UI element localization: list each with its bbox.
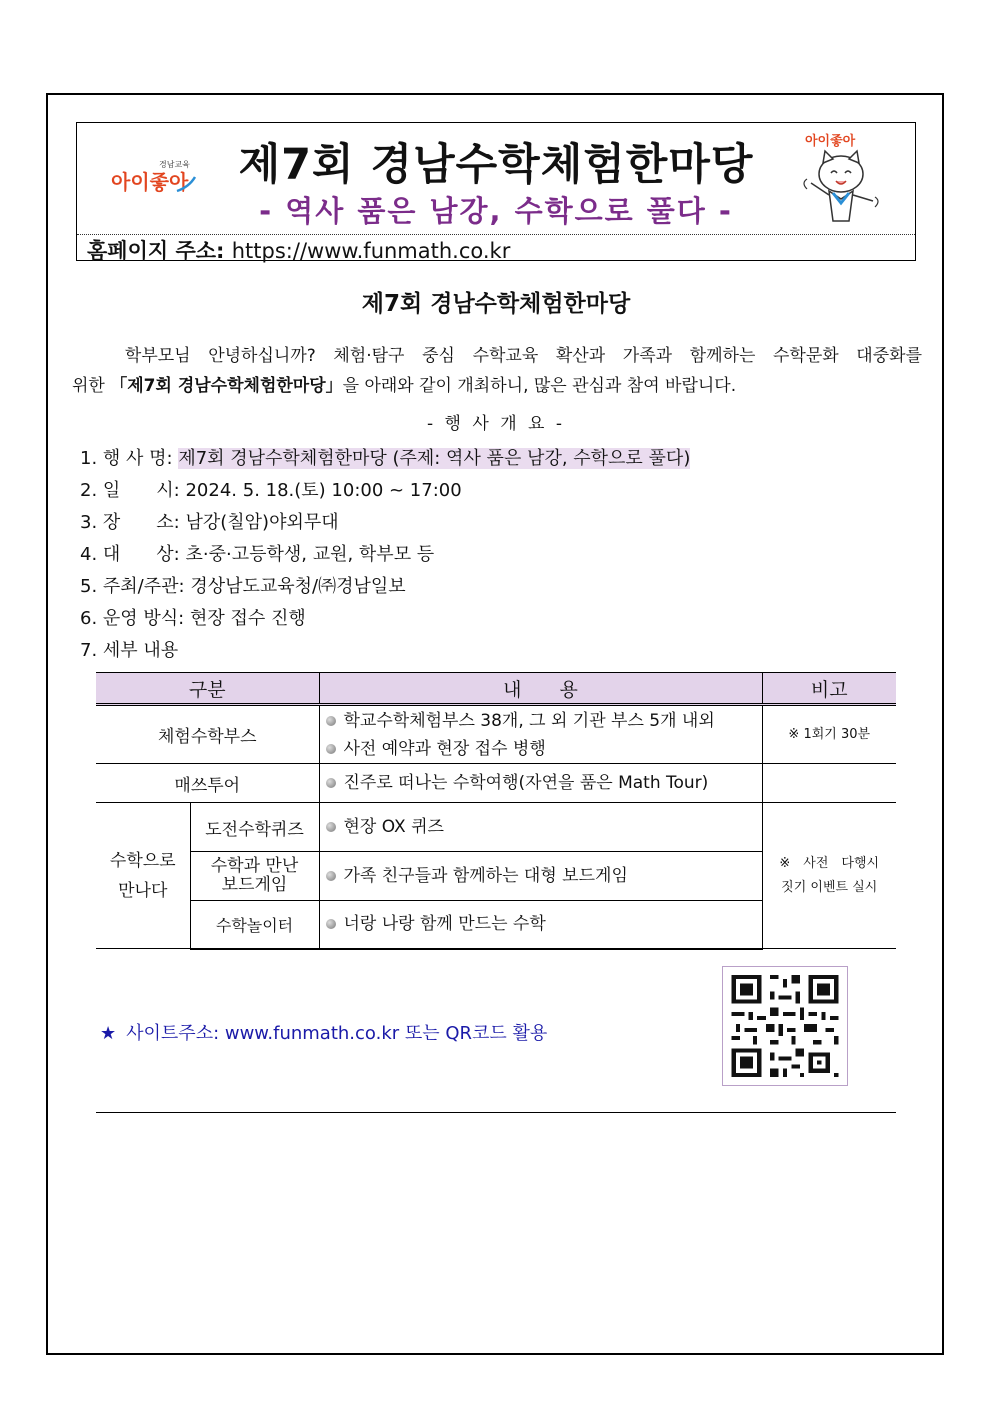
list-item-target: 4. 대 상: 초·중·고등학생, 교원, 학부모 등 [80, 544, 435, 565]
document-title: 제7회 경남수학체험한마당 [361, 291, 631, 317]
star-icon: ★ [100, 1023, 117, 1044]
homepage-label: 홈페이지 주소: [87, 239, 225, 263]
playground-content [319, 901, 762, 949]
intro-line-2: 위한 「제7회 경남수학체험한마당」을 아래와 같이 개최하니, 많은 관심과 참여 바랍니다. [72, 376, 737, 396]
tour-content [319, 764, 762, 803]
list-item: 현장 OX 퀴즈 [326, 813, 756, 841]
header-content: 내 용 [319, 673, 762, 705]
svg-text:아이좋아: 아이좋아 [111, 170, 189, 194]
list-item-operation: 6. 운영 방식: 현장 접수 진행 [80, 608, 306, 629]
header-subtitle: - 역사 품은 남강, 수학으로 풀다 - [259, 194, 733, 228]
list-item-place: 3. 장 소: 남강(칠암)야외무대 [80, 512, 339, 533]
overview-list [80, 443, 690, 667]
list-item: 가족 친구들과 함께하는 대형 보드게임 [326, 862, 756, 890]
header-title: 제7회 경남수학체험한마당 [238, 140, 754, 190]
category-tour: 매쓰투어 [96, 764, 319, 803]
list-item-event-name: 1. 행 사 명: 제7회 경남수학체험한마당 (주제: 역사 품은 남강, 수학으로 풀다) [80, 448, 691, 469]
svg-text:아이좋아: 아이좋아 [805, 134, 856, 149]
details-table [96, 672, 896, 950]
list-item-details: 7. 세부 내용 [80, 640, 179, 661]
site-address-note: ★ 사이트주소: www.funmath.co.kr 또는 QR코드 활용 [100, 1023, 548, 1044]
event-name-bold: 「제7회 경남수학체험한마당」 [110, 376, 343, 396]
event-name-highlight: 제7회 경남수학체험한마당 (주제: 역사 품은 남강, 수학으로 풀다) [178, 448, 691, 469]
sub-category-playground: 수학놀이터 [190, 901, 319, 949]
booth-content [319, 705, 762, 764]
quiz-content [319, 803, 762, 852]
category-meet: 수학으로 만나다 [96, 803, 190, 949]
bullet-icon [326, 871, 336, 881]
list-item: 너랑 나랑 함께 만드는 수학 [326, 910, 756, 938]
svg-text:경남교육: 경남교육 [159, 160, 190, 169]
category-booth: 체험수학부스 [96, 705, 319, 764]
header-category: 구분 [96, 673, 319, 705]
intro-paragraph [72, 341, 922, 401]
homepage-address [87, 235, 510, 265]
table-row [96, 803, 896, 852]
bullet-icon [326, 716, 336, 726]
booth-note: ※ 1회기 30분 [762, 705, 896, 764]
sub-category-quiz: 도전수학퀴즈 [190, 803, 319, 852]
list-item: 사전 예약과 현장 접수 병행 [326, 735, 756, 763]
table-row [96, 705, 896, 764]
meet-note: ※ 사전 다행시 짓기 이벤트 실시 [762, 803, 896, 949]
sub-category-boardgame: 수학과 만난 보드게임 [190, 852, 319, 901]
intro-line-1: 학부모님 안녕하십니까? 체험·탐구 중심 수학교육 확산과 가족과 함께하는 수학문화 대중화를 [124, 346, 922, 366]
mascot-cat-icon [789, 129, 899, 229]
header-note: 비고 [762, 673, 896, 705]
header-box [76, 122, 916, 261]
list-item-host: 5. 주최/주관: 경상남도교육청/㈜경남일보 [80, 576, 406, 597]
list-item: 학교수학체험부스 38개, 그 외 기관 부스 5개 내외 [326, 707, 756, 735]
list-item-date: 2. 일 시: 2024. 5. 18.(토) 10:00 ~ 17:00 [80, 480, 462, 501]
bullet-icon [326, 822, 336, 832]
homepage-link[interactable]: https://www.funmath.co.kr [231, 239, 511, 263]
qr-code-icon[interactable] [722, 966, 848, 1086]
table-header-row [96, 673, 896, 705]
boardgame-content [319, 852, 762, 901]
overview-heading: - 행 사 개 요 - [427, 414, 565, 434]
table-row [96, 764, 896, 803]
list-item: 진주로 떠나는 수학여행(자연을 품은 Math Tour) [326, 769, 756, 797]
bullet-icon [326, 744, 336, 754]
bullet-icon [326, 919, 336, 929]
bullet-icon [326, 778, 336, 788]
tour-note [762, 764, 896, 803]
bottom-divider [96, 1112, 896, 1113]
